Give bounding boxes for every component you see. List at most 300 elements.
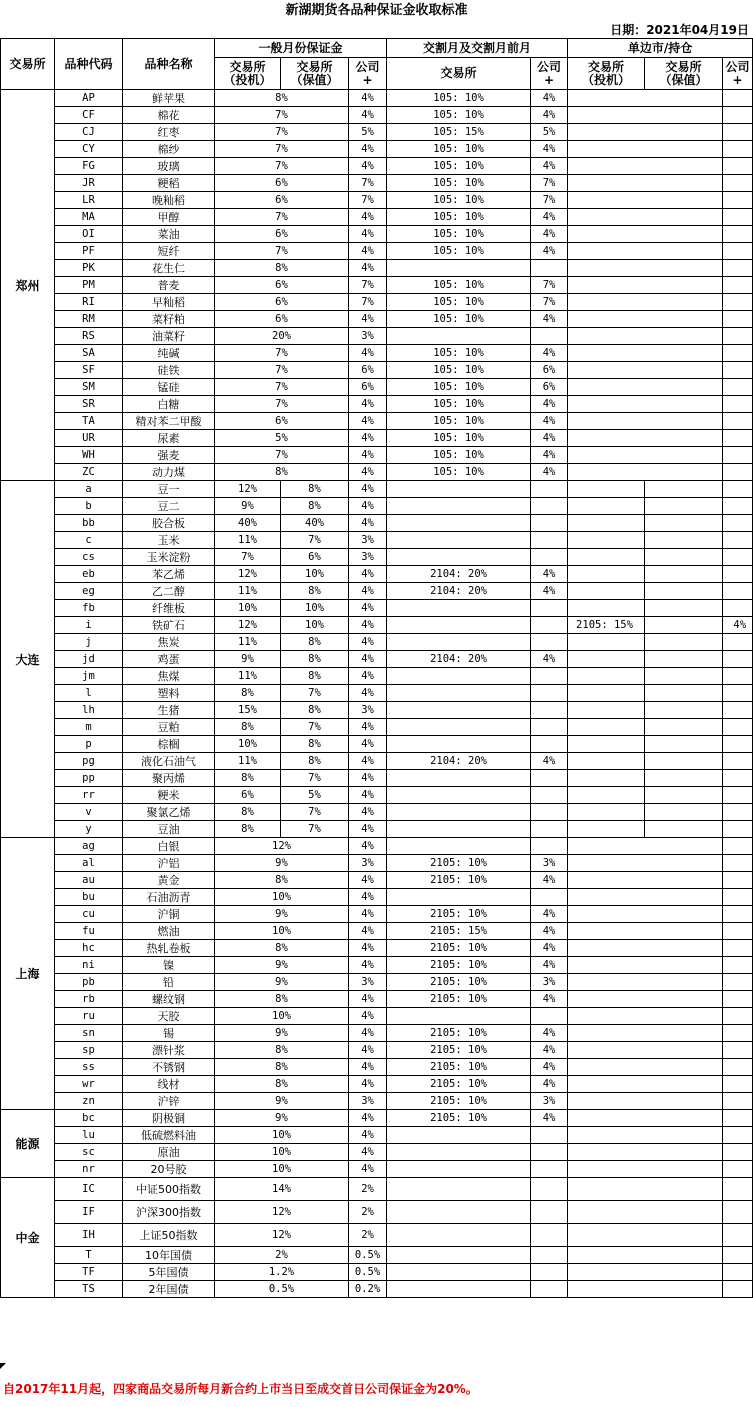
general-margin-spec: 11% [215,532,281,549]
general-company-margin: 4% [349,770,387,787]
header-delivery: 交割月及交割月前月 [387,39,568,58]
product-code: TF [55,1264,123,1281]
delivery-company-margin [531,685,568,702]
product-code: CF [55,107,123,124]
general-company-margin: 4% [349,498,387,515]
product-code: b [55,498,123,515]
general-margin-hedge: 7% [281,532,349,549]
table-row [1,430,753,447]
delivery-margin [387,600,531,617]
product-code: CY [55,141,123,158]
product-name: 鸡蛋 [123,651,215,668]
product-code: i [55,617,123,634]
delivery-company-margin: 4% [531,209,568,226]
general-company-margin: 4% [349,634,387,651]
product-name: 线材 [123,1076,215,1093]
general-margin: 6% [215,175,349,192]
delivery-margin: 2104: 20% [387,566,531,583]
product-name: 动力煤 [123,464,215,481]
product-code: PK [55,260,123,277]
general-margin-hedge: 10% [281,566,349,583]
product-name: 聚氯乙烯 [123,804,215,821]
product-name: 玉米 [123,532,215,549]
delivery-margin: 2105: 15% [387,923,531,940]
unilateral-company-margin [723,889,753,906]
unilateral-margin-spec: 2105: 15% [568,617,645,634]
delivery-margin [387,498,531,515]
product-name: 5年国债 [123,1264,215,1281]
table-row [1,1059,753,1076]
product-name: 黄金 [123,872,215,889]
delivery-margin [387,770,531,787]
unilateral-margin-spec [568,702,645,719]
general-margin: 6% [215,226,349,243]
table-row [1,685,753,702]
delivery-margin: 105: 10% [387,345,531,362]
delivery-margin: 2105: 10% [387,906,531,923]
general-margin: 10% [215,1161,349,1178]
unilateral-margin [568,396,723,413]
table-row [1,634,753,651]
delivery-margin [387,532,531,549]
general-margin: 7% [215,345,349,362]
delivery-margin [387,821,531,838]
product-code: WH [55,447,123,464]
general-company-margin: 0.2% [349,1281,387,1298]
product-code: nr [55,1161,123,1178]
unilateral-margin-spec [568,583,645,600]
delivery-company-margin: 4% [531,345,568,362]
general-margin-hedge: 8% [281,753,349,770]
general-margin: 7% [215,447,349,464]
unilateral-company-margin [723,464,753,481]
delivery-company-margin [531,1224,568,1247]
unilateral-company-margin [723,260,753,277]
product-name: 聚丙烯 [123,770,215,787]
general-margin: 8% [215,991,349,1008]
general-margin-hedge: 8% [281,651,349,668]
product-code: ni [55,957,123,974]
unilateral-margin [568,328,723,345]
product-code: lh [55,702,123,719]
delivery-company-margin: 4% [531,872,568,889]
product-code: PF [55,243,123,260]
unilateral-margin [568,413,723,430]
delivery-margin [387,668,531,685]
table-row [1,447,753,464]
unilateral-company-margin [723,107,753,124]
general-company-margin: 4% [349,107,387,124]
general-company-margin: 4% [349,1042,387,1059]
unilateral-company-margin [723,1281,753,1298]
delivery-company-margin: 4% [531,141,568,158]
delivery-margin [387,617,531,634]
general-margin-spec: 10% [215,736,281,753]
general-company-margin: 4% [349,617,387,634]
product-code: TS [55,1281,123,1298]
delivery-margin: 2105: 10% [387,1042,531,1059]
general-margin: 8% [215,1076,349,1093]
general-company-margin: 4% [349,787,387,804]
delivery-company-margin [531,1281,568,1298]
general-margin: 6% [215,311,349,328]
table-row [1,668,753,685]
general-margin: 7% [215,396,349,413]
table-row [1,362,753,379]
general-margin-hedge: 8% [281,498,349,515]
general-margin-spec: 11% [215,634,281,651]
general-company-margin: 5% [349,124,387,141]
unilateral-margin [568,1224,723,1247]
unilateral-margin-hedge [645,583,723,600]
unilateral-company-margin [723,311,753,328]
general-margin: 14% [215,1178,349,1201]
unilateral-margin [568,294,723,311]
delivery-company-margin: 4% [531,311,568,328]
general-margin: 7% [215,107,349,124]
unilateral-company-margin [723,923,753,940]
delivery-company-margin: 4% [531,1059,568,1076]
general-company-margin: 4% [349,804,387,821]
unilateral-company-margin [723,1224,753,1247]
unilateral-margin [568,379,723,396]
general-company-margin: 4% [349,1144,387,1161]
product-code: fu [55,923,123,940]
unilateral-company-margin [723,1247,753,1264]
delivery-margin [387,736,531,753]
unilateral-company-margin [723,770,753,787]
product-name: 铁矿石 [123,617,215,634]
delivery-company-margin: 4% [531,651,568,668]
unilateral-margin [568,107,723,124]
table-row [1,889,753,906]
unilateral-margin-hedge [645,498,723,515]
table-row [1,107,753,124]
delivery-company-margin [531,889,568,906]
general-company-margin: 3% [349,974,387,991]
table-row [1,175,753,192]
product-code: hc [55,940,123,957]
delivery-company-margin [531,515,568,532]
general-margin: 8% [215,260,349,277]
general-margin-hedge: 8% [281,736,349,753]
unilateral-margin [568,226,723,243]
general-margin: 10% [215,923,349,940]
table-row [1,549,753,566]
unilateral-margin [568,1025,723,1042]
delivery-company-margin [531,260,568,277]
delivery-margin: 2104: 20% [387,753,531,770]
general-company-margin: 4% [349,515,387,532]
table-row [1,192,753,209]
product-name: 硅铁 [123,362,215,379]
delivery-company-margin: 4% [531,906,568,923]
general-company-margin: 4% [349,464,387,481]
general-company-margin: 4% [349,413,387,430]
delivery-company-margin [531,617,568,634]
general-company-margin: 4% [349,209,387,226]
product-code: ag [55,838,123,855]
table-row [1,1178,753,1201]
unilateral-margin [568,872,723,889]
unilateral-margin [568,855,723,872]
table-row [1,379,753,396]
header-code: 品种代码 [55,39,123,90]
product-code: lu [55,1127,123,1144]
delivery-company-margin [531,1201,568,1224]
general-company-margin: 4% [349,1161,387,1178]
table-row [1,991,753,1008]
delivery-company-margin: 4% [531,1025,568,1042]
delivery-margin: 105: 10% [387,362,531,379]
general-margin-hedge: 7% [281,770,349,787]
general-company-margin: 4% [349,1059,387,1076]
delivery-margin: 105: 10% [387,158,531,175]
unilateral-company-margin [723,413,753,430]
general-company-margin: 4% [349,260,387,277]
report-date: 日期：2021年04月19日 [610,23,749,37]
product-code: UR [55,430,123,447]
unilateral-margin-spec [568,566,645,583]
delivery-margin: 105: 10% [387,413,531,430]
delivery-margin: 2105: 10% [387,872,531,889]
unilateral-company-margin [723,243,753,260]
unilateral-company-margin [723,1127,753,1144]
product-name: 粳稻 [123,175,215,192]
delivery-company-margin [531,481,568,498]
unilateral-margin-spec [568,736,645,753]
general-company-margin: 4% [349,566,387,583]
delivery-margin [387,260,531,277]
general-company-margin: 4% [349,481,387,498]
general-margin: 8% [215,1059,349,1076]
unilateral-margin-spec [568,498,645,515]
delivery-company-margin [531,787,568,804]
unilateral-margin [568,362,723,379]
product-code: j [55,634,123,651]
product-code: bc [55,1110,123,1127]
general-company-margin: 2% [349,1178,387,1201]
product-code: AP [55,90,123,107]
product-code: wr [55,1076,123,1093]
product-code: bu [55,889,123,906]
delivery-company-margin [531,1127,568,1144]
general-margin-spec: 9% [215,498,281,515]
unilateral-company-margin [723,702,753,719]
unilateral-margin [568,1059,723,1076]
product-name: 晚籼稻 [123,192,215,209]
unilateral-margin-spec [568,770,645,787]
product-code: ZC [55,464,123,481]
table-row [1,1093,753,1110]
unilateral-margin-hedge [645,753,723,770]
unilateral-company-margin [723,668,753,685]
unilateral-company-margin [723,328,753,345]
delivery-margin: 105: 10% [387,209,531,226]
delivery-company-margin: 7% [531,277,568,294]
delivery-company-margin: 4% [531,430,568,447]
table-row [1,804,753,821]
delivery-margin: 105: 10% [387,379,531,396]
product-name: 普麦 [123,277,215,294]
header-general-spec: 交易所 （投机） [215,58,281,90]
delivery-company-margin: 7% [531,175,568,192]
product-code: sc [55,1144,123,1161]
unilateral-margin-spec [568,549,645,566]
table-row [1,617,753,634]
product-name: 纯碱 [123,345,215,362]
general-margin: 7% [215,158,349,175]
delivery-company-margin: 4% [531,566,568,583]
delivery-company-margin [531,838,568,855]
product-code: sn [55,1025,123,1042]
unilateral-margin-spec [568,634,645,651]
delivery-margin [387,838,531,855]
unilateral-company-margin [723,974,753,991]
delivery-company-margin: 7% [531,294,568,311]
product-name: 强麦 [123,447,215,464]
delivery-company-margin: 4% [531,107,568,124]
general-company-margin: 4% [349,651,387,668]
general-margin-spec: 10% [215,600,281,617]
unilateral-company-margin [723,651,753,668]
delivery-company-margin [531,1144,568,1161]
delivery-margin: 105: 10% [387,311,531,328]
general-company-margin: 7% [349,192,387,209]
unilateral-margin [568,141,723,158]
general-margin-hedge: 10% [281,600,349,617]
delivery-margin [387,685,531,702]
header-general: 一般月份保证金 [215,39,387,58]
general-margin: 9% [215,974,349,991]
delivery-company-margin: 4% [531,396,568,413]
general-company-margin: 4% [349,957,387,974]
product-name: 白银 [123,838,215,855]
delivery-company-margin [531,668,568,685]
product-name: 短纤 [123,243,215,260]
table-row [1,821,753,838]
general-company-margin: 0.5% [349,1264,387,1281]
product-code: a [55,481,123,498]
general-margin-hedge: 5% [281,787,349,804]
delivery-margin: 2105: 10% [387,974,531,991]
general-company-margin: 4% [349,668,387,685]
product-code: fb [55,600,123,617]
delivery-company-margin [531,804,568,821]
table-row [1,855,753,872]
delivery-margin: 105: 15% [387,124,531,141]
unilateral-company-margin [723,158,753,175]
unilateral-company-margin [723,1144,753,1161]
general-margin-spec: 40% [215,515,281,532]
general-margin: 7% [215,124,349,141]
product-name: 粳米 [123,787,215,804]
product-code: rr [55,787,123,804]
general-company-margin: 3% [349,328,387,345]
table-row [1,328,753,345]
unilateral-company-margin [723,1093,753,1110]
header-unilateral: 单边市/持仓 [568,39,753,58]
general-margin-spec: 12% [215,566,281,583]
delivery-margin: 105: 10% [387,396,531,413]
delivery-company-margin: 4% [531,957,568,974]
delivery-margin: 105: 10% [387,192,531,209]
unilateral-margin [568,957,723,974]
general-margin: 10% [215,889,349,906]
product-code: rb [55,991,123,1008]
unilateral-company-margin [723,362,753,379]
product-code: SF [55,362,123,379]
general-margin: 6% [215,294,349,311]
general-company-margin: 4% [349,838,387,855]
delivery-company-margin [531,736,568,753]
delivery-company-margin: 4% [531,991,568,1008]
unilateral-margin [568,447,723,464]
product-name: 豆油 [123,821,215,838]
delivery-margin [387,1281,531,1298]
delivery-margin: 105: 10% [387,226,531,243]
footer-note: 自2017年11月起，四家商品交易所每月新合约上市当日至成交首日公司保证金为20%。 [3,1382,478,1396]
general-margin: 9% [215,1025,349,1042]
header-name: 品种名称 [123,39,215,90]
delivery-company-margin [531,821,568,838]
unilateral-margin-hedge [645,651,723,668]
product-code: RS [55,328,123,345]
general-margin: 6% [215,192,349,209]
delivery-company-margin: 3% [531,855,568,872]
product-code: IF [55,1201,123,1224]
general-margin: 12% [215,1224,349,1247]
product-name: 原油 [123,1144,215,1161]
product-name: 螺纹钢 [123,991,215,1008]
general-margin-hedge: 8% [281,702,349,719]
delivery-margin: 105: 10% [387,107,531,124]
delivery-company-margin: 4% [531,940,568,957]
general-company-margin: 4% [349,141,387,158]
product-name: 沪铜 [123,906,215,923]
unilateral-company-margin [723,1059,753,1076]
general-margin-hedge: 8% [281,668,349,685]
delivery-company-margin [531,1178,568,1201]
general-company-margin: 4% [349,753,387,770]
unilateral-company-margin [723,583,753,600]
product-code: y [55,821,123,838]
table-row [1,940,753,957]
header-delivery-exchange: 交易所 [387,58,531,90]
general-margin-spec: 8% [215,804,281,821]
product-name: 20号胶 [123,1161,215,1178]
unilateral-margin-spec [568,685,645,702]
product-code: jm [55,668,123,685]
unilateral-margin [568,1247,723,1264]
product-code: bb [55,515,123,532]
unilateral-margin [568,243,723,260]
product-code: cs [55,549,123,566]
table-row [1,1281,753,1298]
delivery-margin: 105: 10% [387,430,531,447]
product-name: 菜油 [123,226,215,243]
general-company-margin: 3% [349,532,387,549]
unilateral-margin [568,1144,723,1161]
table-row [1,1025,753,1042]
delivery-company-margin [531,1247,568,1264]
unilateral-margin [568,1093,723,1110]
general-company-margin: 4% [349,991,387,1008]
header-unilateral-spec: 交易所 （投机） [568,58,645,90]
unilateral-margin [568,889,723,906]
product-code: MA [55,209,123,226]
delivery-company-margin: 3% [531,1093,568,1110]
